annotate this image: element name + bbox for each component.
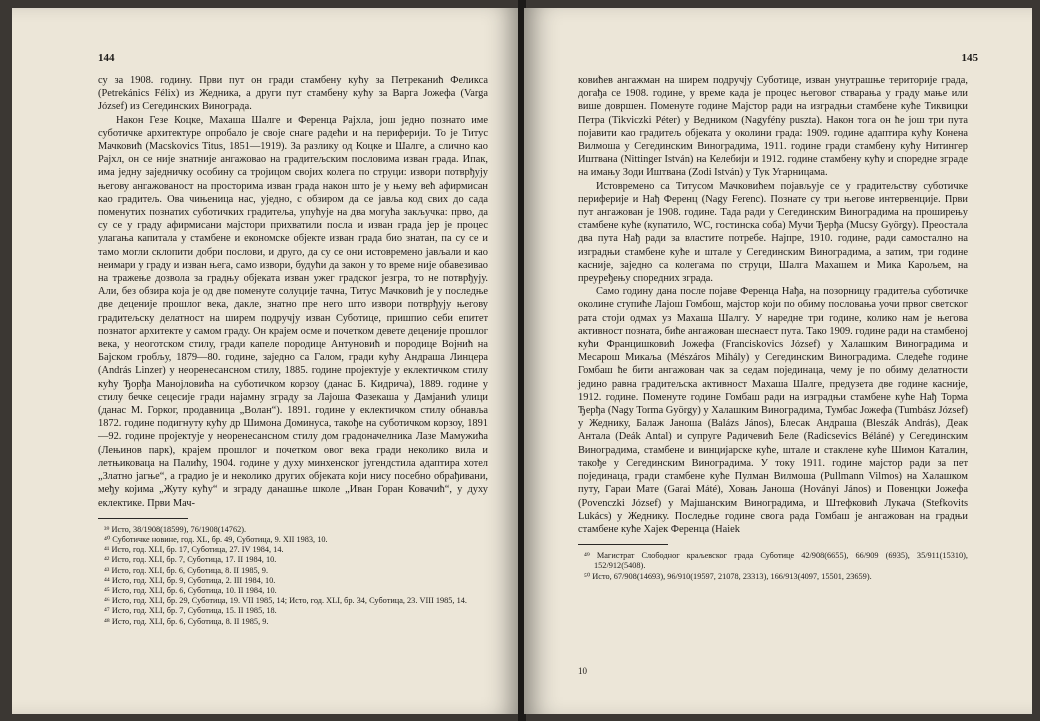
footnote: ⁴⁸ Исто, год. XLI, бр. 6, Суботица, 8. II 1985, 9. <box>104 616 269 626</box>
footnote: ⁴⁷ Исто, год. XLI, бр. 7, Суботица, 15. II 1985, 18. <box>104 606 277 616</box>
paragraph: су за 1908. годину. Први пут он гради стамбену кућу за Петреканић Феликса (Petrekánics Félix) из Жедника, а други пут стамбену кућу за Варга Јожефа (Varga József) из Сегединских Винограда. <box>98 75 488 113</box>
paragraph: Само годину дана после појаве Ференца Нађа, на позорницу градитеља суботичке околине ступиће Лајош Гомбош, мајстор који по обиму пословања уочи првог светског рата стоји одмах уз Махаша Шалгу. У наредне три године, колико нам је његова активност позната, биће ангажован шеснаест пута. Тако 1909. године ради на стамбеној кући Францишковић Јожефа (Franciskovics József) у Халашким Виноградима и Месарош Микаља (Mészáros Mihály) у Сегединским Виноградима. Следеће године Гомбаш ће бити ангажован чак за седам појединаца, чему је по обиму делатности једино равна градитељска активност Махаша Шалге, предузета две године касније, 1912. године. Поменуте године Гомбаш ради на изградњи стамбене куће Нађ Торма Ђерђа (Nagy Torma György) у Халашким Виноградима, Тумбас Јожефа (Tumbász József) у Жеднику, Балаж Јаноша (Balázs János), Блесак Андраша (Bleszák András), Деак Антала (Deák Antal) и супруге Радичевић Беле (Radicsevics Béláné) у Сегединским Виноградима, стамбене и винцијарске куће, штале и стаклене куће Шимон Каталин, такође у Сегединским Виноградима. У току 1911. године мајстор ради за пет појединаца, гради стамбене куће Пулман Вилмоша (Pullmann Vilmos) на Халашком путу, Гараи Мате (Garai Máté), Ховањ Јаноша (Hoványi János) и Повенцки Јожефа (Povenczki József) у Мајшанским Виноградима, и Штефковић Лукача (Stefkovits Lukács) у Жеднику. Последње године свога рада Гомбаш је ангажован на градњи стамбене куће Хајек Ференца (Haiek <box>578 286 968 535</box>
footnote: ⁴¹ Исто, год. XLI, бр. 17, Суботица, 27. IV 1984, 14. <box>104 545 284 555</box>
footnotes <box>98 525 488 627</box>
footnote: ⁴⁹ Магистрат Слободног краљевског града Суботице 42/908(6655), 66/909 (6935), 35/911(15310), 152/912(5408). <box>584 551 968 571</box>
footnote: ³⁹ Исто, 38/1908(18599), 76/1908(14762). <box>104 524 247 534</box>
left-page <box>12 8 520 714</box>
footnote-rule <box>578 544 668 545</box>
left-body-text <box>98 74 488 627</box>
page-number: 145 <box>961 52 978 64</box>
right-page <box>524 8 1032 714</box>
footnote-rule <box>98 518 188 519</box>
right-body-text <box>578 74 968 582</box>
footnote: ⁵⁰ Исто, 67/908(14693), 96/910(19597, 21078, 23313), 166/913(4097, 15501, 23659). <box>584 571 872 581</box>
footnote: ⁴⁰ Суботичке новине, год. XL, бр. 49, Суботица, 9. XII 1983, 10. <box>104 534 328 544</box>
footnote: ⁴⁶ Исто, год. XLI, бр. 29, Суботица, 19. VII 1985, 14; Исто, год. XLI, бр. 34, Суботица, 23. VIII 1985, 14. <box>104 596 467 606</box>
page-number: 144 <box>98 52 115 64</box>
footnote: ⁴⁵ Исто, год. XLI, бр. 6, Суботица, 10. II 1984, 10. <box>104 585 277 595</box>
paragraph: ковићев ангажман на ширем подручју Суботице, изван унутрашње територије града, догађа се 1908. године, у време када је процес његовог стварања у граду мање или више довршен. Поменуте године Мајстор ради на изградњи стамбене куће Тиквицки Петра (Tikviczki Péter) у Ведником (Nagyfény puszta). Након тога он ће још три пута појавити као градитељ објеката у околини града: 1909. године адаптира кућу Конена Вилмоша у Сегединским Виноградима, 1911. године гради стамбену кућу Нитингер Иштвана (Nittinger István) на Келебији и 1912. године стамбену кућу и споредне зграде на имању Зоди Иштвана (Zodi István) у Тук Угарницама. <box>578 75 968 179</box>
footnotes <box>578 551 968 582</box>
paragraph: Након Гезе Коцке, Махаша Шалге и Ференца Рајхла, још једно познато име суботичке архитектуре опробало је своје снаге радећи и на периферији. То је Титус Мачковић (Macskovics Titus, 1851—1919). За разлику од Коцке и Шалге, а слично као Рајхл, он се није знатније ангажовао на градитељским пословима изван града. Ипак, има једну заједничку особину са тројицом својих колега по струци: извори потврђују његову ангажованост на просторима изван града након што је у њему већ афирмисан као градитељ. Ова чињеница нас, уједно, с обзиром да се јавља код свих до сада поменутих познатих суботичких градитеља, упућује на два могућа закључка: прво, да су се у граду афирмисани мајстори прихватили посла и изван града јер је процес улагања капитала у стамбене и економске објекте изван града био знатан, па су се и тамо могли склопити добри послови, и друго, да су се они истовремено јављали и као неимари у граду и изван њега, само извори, будући да закон у то време није обавезивао на тражење дозвола за градњу објеката изван ужег градског језгра, то не потврђују. Али, без обзира која је од две поменуте солуције тачна, Титус Мачковић је у последње две деценије прошлог века, дакле, знатно пре него што извори потврђују његову градитељску делатност на ширем подручју изван Суботице, пришпио себи епитет познатог архитекте у самом граду. Он крајем осме и почетком девете деценије прошлог века, у неоготском стилу, гради капеле породице Антуновић и породице Војнић на Бајском гробљу, 1879—80. године, заједно са Галом, гради кућу Андраша Линцера (András Linzer) у неоренесансном стилу, 1885. године пројектује у еклектичком стилу кућу Ђорђа Манојловића на суботичком корзоу (данас Б. Кидрича), 1889. године у стилу бечке сецесије гради најамну зграду за Лајоша Фазекаша у Дамјанић улици (данас М. Горког, продавница „Волан“). 1891. године у еклектичком стилу обнавља 1872. године подигнуту кућу др Шимона Доминуса, такође на суботичком корзоу, 1891—92. године пројектује у неоренесансном стилу дом градоначелника Лазе Мамужића (Лењинов парк), крајем прошлог и почетком овог века гради неколико вила и летњиковаца на Палићу, 1904. године у духу минхенског југендстила адаптира хотел „Златно јагње“, а градио је и неколико других објеката који нису посебно обрађивани, међу којима „Жуту кућу“ и зграду данашње школе „Иван Горан Ковачић“, у духу еклектике. Први Мач- <box>98 114 488 509</box>
paragraph: Истовремено са Титусом Мачковићем појављује се у градитељству суботичке периферије и Нађ Ференц (Nagy Ferenc). Познате су три његове интервенције. Први пут ангажован је 1908. године. Тада ради у Сегединским Виноградима на проширењу стамбене куће (купатило, WC, гостинска соба) Мучи Ђерђа (Mucsy György). Преостала два пута Нађ ради за властите потребе. Најпре, 1910. године, ради самостално на изградњи стамбене куће и штале у Сегединским Виноградима, а затим, три године касније, заједно са колегама по струци, Шалга Махашем и Мика Карољем, на преуређењу споредних зграда. <box>578 180 968 285</box>
footnote: ⁴⁴ Исто, год. XLI, бр. 9, Суботица, 2. III 1984, 10. <box>104 575 276 585</box>
signature-mark: 10 <box>578 666 587 676</box>
footnote: ⁴² Исто, год. XLI, бр. 7, Суботица, 17. II 1984, 10. <box>104 555 277 565</box>
footnote: ⁴³ Исто, год. XLI, бр. 6, Суботица, 8. II 1985, 9. <box>104 565 269 575</box>
